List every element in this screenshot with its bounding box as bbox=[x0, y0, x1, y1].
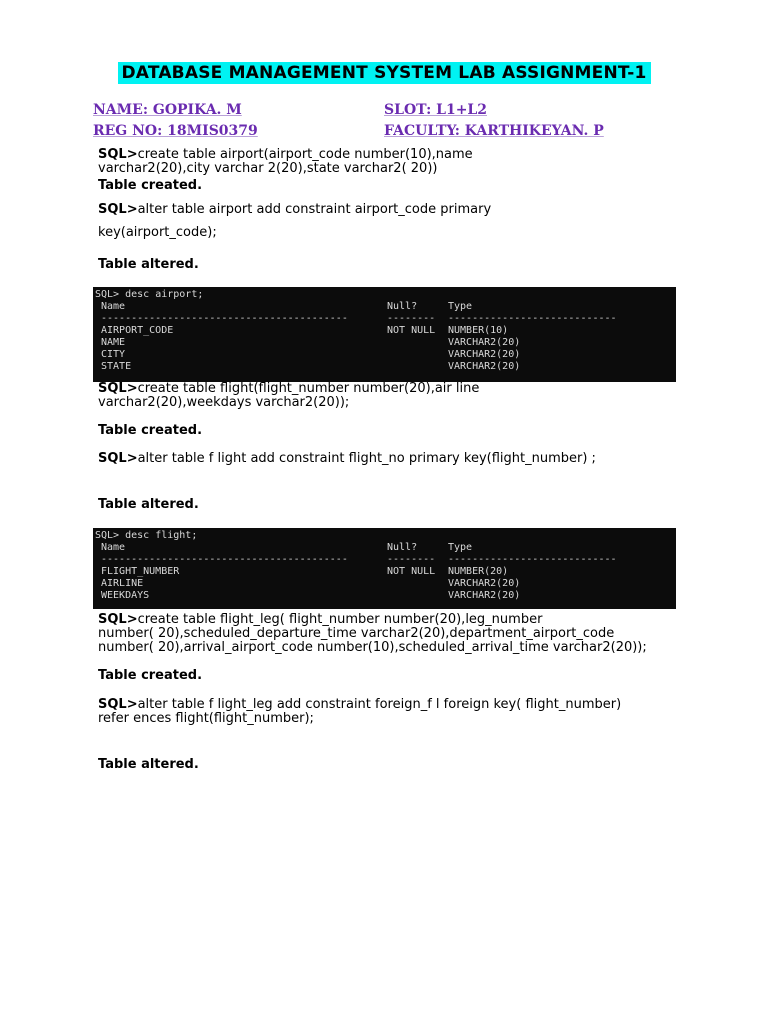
cell: NOT NULL bbox=[387, 325, 436, 336]
cell: WEEKDAYS bbox=[101, 590, 150, 601]
sql-statement-2 bbox=[98, 203, 491, 217]
sql-text: alter table f light_leg add constraint foreign_f l foreign key( flight_number) bbox=[137, 697, 622, 712]
sql-prompt: SQL> bbox=[98, 697, 138, 712]
reg-no: REG NO: 18MIS0379 bbox=[93, 123, 258, 139]
cell: NOT NULL bbox=[387, 566, 436, 577]
cell: VARCHAR2(20) bbox=[448, 349, 521, 360]
cell: NUMBER(20) bbox=[448, 566, 509, 577]
faculty: FACULTY: KARTHIKEYAN. P bbox=[384, 123, 604, 139]
terminal-command: SQL> desc flight; bbox=[95, 530, 198, 541]
result-3: Table created. bbox=[98, 423, 203, 438]
sql-prompt: SQL> bbox=[98, 451, 138, 466]
result-4: Table altered. bbox=[98, 497, 199, 512]
sql-text: alter table airport add constraint airport_code primary bbox=[137, 202, 492, 217]
result-1: Table created. bbox=[98, 178, 203, 193]
cell: VARCHAR2(20) bbox=[448, 590, 521, 601]
sql-text: create table flight_leg( flight_number number(20),leg_number bbox=[137, 612, 543, 627]
column-header: Type bbox=[448, 542, 473, 553]
sql-prompt: SQL> bbox=[98, 147, 138, 162]
result-2: Table altered. bbox=[98, 257, 199, 272]
result-5: Table created. bbox=[98, 668, 203, 683]
sql-statement-1 bbox=[98, 148, 473, 176]
cell: STATE bbox=[101, 361, 132, 372]
column-header: Name bbox=[101, 301, 126, 312]
column-header: Null? bbox=[387, 542, 418, 553]
terminal-desc-flight bbox=[93, 528, 676, 609]
sql-text: refer ences flight(flight_number); bbox=[98, 711, 314, 726]
cell: NUMBER(10) bbox=[448, 325, 509, 336]
cell: AIRLINE bbox=[101, 578, 144, 589]
sql-statement-5 bbox=[98, 613, 647, 655]
result-6: Table altered. bbox=[98, 757, 199, 772]
sql-prompt: SQL> bbox=[98, 612, 138, 627]
sql-text: create table flight(flight_number number(20),air line bbox=[137, 381, 480, 396]
sql-statement-2-cont: key(airport_code); bbox=[98, 225, 217, 240]
sql-statement-6 bbox=[98, 698, 621, 726]
cell: CITY bbox=[101, 349, 126, 360]
sql-statement-3 bbox=[98, 382, 479, 410]
separator: ----------------------------------------- bbox=[101, 554, 348, 565]
sql-statement-4 bbox=[98, 452, 596, 466]
separator: ---------------------------- bbox=[448, 313, 617, 324]
cell: NAME bbox=[101, 337, 126, 348]
cell: FLIGHT_NUMBER bbox=[101, 566, 180, 577]
column-header: Type bbox=[448, 301, 473, 312]
title-bar bbox=[0, 62, 768, 84]
student-name: NAME: GOPIKA. M bbox=[93, 102, 242, 118]
column-header: Null? bbox=[387, 301, 418, 312]
separator: -------- bbox=[387, 313, 436, 324]
sql-text: number( 20),arrival_airport_code number(10),scheduled_arrival_time varchar2(20)); bbox=[98, 640, 647, 655]
sql-text: varchar2(20),weekdays varchar2(20)); bbox=[98, 395, 350, 410]
cell: VARCHAR2(20) bbox=[448, 578, 521, 589]
cell: AIRPORT_CODE bbox=[101, 325, 174, 336]
separator: ---------------------------- bbox=[448, 554, 617, 565]
cell: VARCHAR2(20) bbox=[448, 337, 521, 348]
document-title: DATABASE MANAGEMENT SYSTEM LAB ASSIGNMENT-1 bbox=[118, 62, 651, 84]
column-header: Name bbox=[101, 542, 126, 553]
sql-text: number( 20),scheduled_departure_time varchar2(20),department_airport_code bbox=[98, 626, 615, 641]
sql-text: alter table f light add constraint flight_no primary key(flight_number) ; bbox=[137, 451, 596, 466]
slot: SLOT: L1+L2 bbox=[384, 102, 488, 118]
sql-prompt: SQL> bbox=[98, 381, 138, 396]
terminal-desc-airport bbox=[93, 287, 676, 382]
cell: VARCHAR2(20) bbox=[448, 361, 521, 372]
terminal-command: SQL> desc airport; bbox=[95, 289, 204, 300]
sql-prompt: SQL> bbox=[98, 202, 138, 217]
sql-text: varchar2(20),city varchar 2(20),state varchar2( 20)) bbox=[98, 161, 438, 176]
separator: ----------------------------------------- bbox=[101, 313, 348, 324]
sql-text: create table airport(airport_code number(10),name bbox=[137, 147, 473, 162]
separator: -------- bbox=[387, 554, 436, 565]
